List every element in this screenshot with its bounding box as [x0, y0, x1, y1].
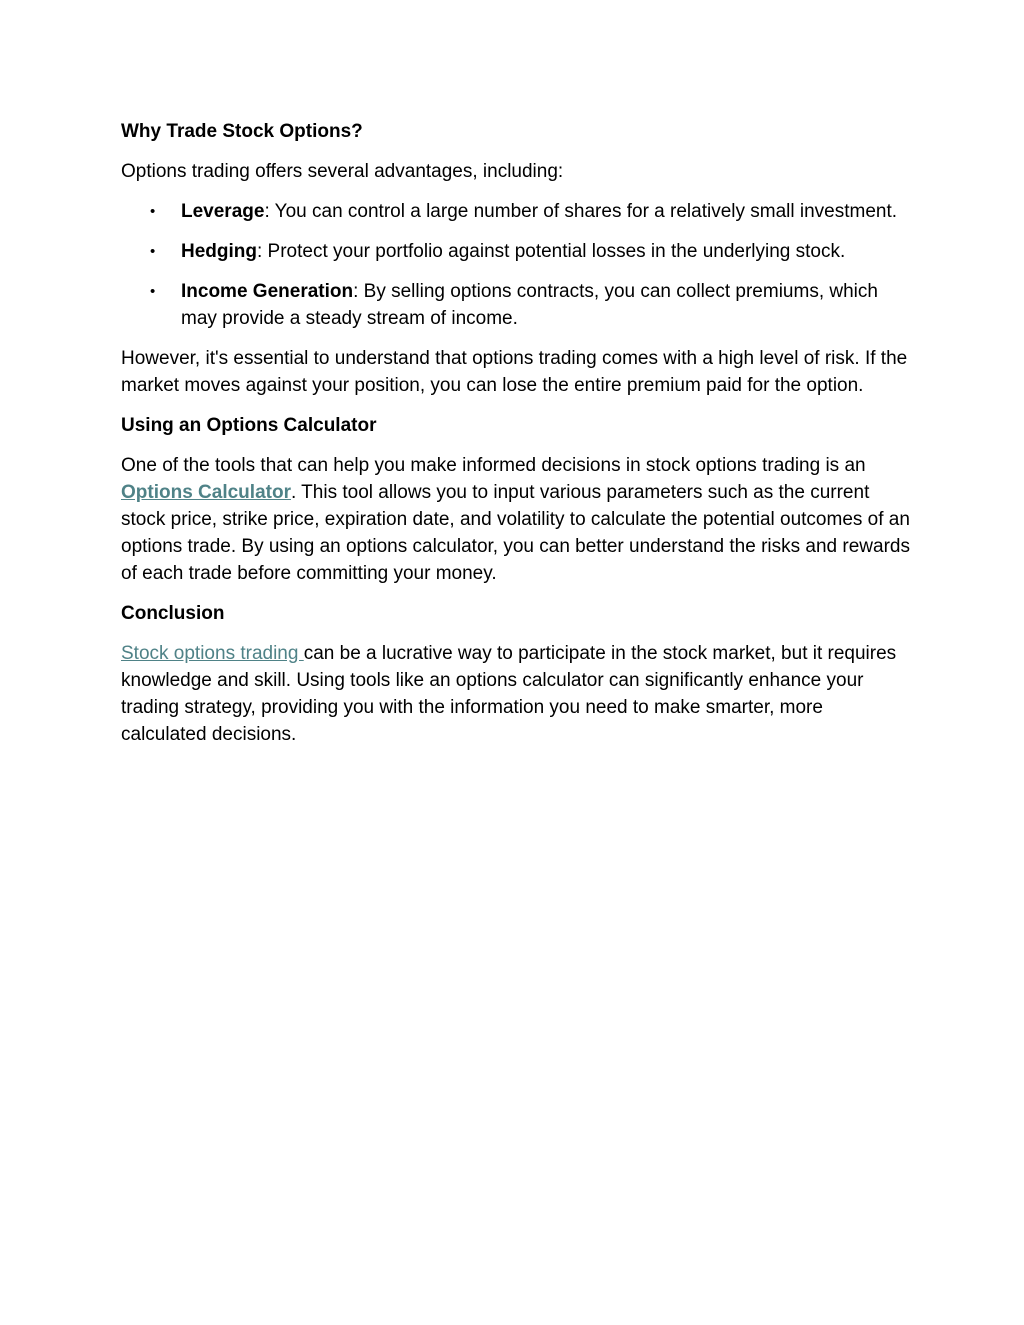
list-item — [121, 238, 911, 265]
bullet-icon: • — [150, 243, 156, 260]
term-income-generation: Income Generation — [181, 281, 354, 302]
bullet-icon: • — [150, 203, 156, 220]
list-item — [121, 198, 911, 225]
risk-paragraph: However, it's essential to understand that options trading comes with a high level of risk. If the market moves against your position, you can lose the entire premium paid for the option. — [121, 348, 908, 396]
paragraph-text: . This tool allows you to input various parameters such as the current stock price, strike price, expiration date, and volatility to calculate the potential outcomes of an options trade. By using an options calculator, you can better understand the risks and rewards of each trade before committing your money. — [121, 482, 910, 584]
heading-conclusion: Conclusion — [121, 603, 225, 624]
advantages-list — [121, 198, 911, 332]
bullet-icon: • — [150, 283, 156, 300]
document-page — [121, 118, 911, 761]
term-hedging: Hedging — [181, 241, 257, 262]
paragraph-text: can be a lucrative way to participate in the stock market, but it requires knowledge and skill. Using tools like an options calculator can significantly enhance your trading strategy, providing you with the information you need to make smarter, more calculated decisions. — [121, 643, 897, 745]
calculator-paragraph — [121, 452, 911, 587]
heading-why-trade: Why Trade Stock Options? — [121, 121, 363, 142]
heading-options-calculator: Using an Options Calculator — [121, 415, 377, 436]
intro-paragraph: Options trading offers several advantages, including: — [121, 161, 564, 182]
term-leverage: Leverage — [181, 201, 265, 222]
options-calculator-link[interactable]: Options Calculator — [121, 482, 291, 503]
list-item-text: : You can control a large number of shares for a relatively small investment. — [264, 201, 898, 222]
paragraph-text: One of the tools that can help you make informed decisions in stock options trading is an — [121, 455, 866, 476]
list-item-text: : By selling options contracts, you can collect premiums, which may provide a steady stream of income. — [181, 281, 878, 329]
list-item — [121, 278, 911, 332]
conclusion-paragraph — [121, 640, 911, 748]
list-item-text: : Protect your portfolio against potential losses in the underlying stock. — [257, 241, 846, 262]
stock-options-trading-link[interactable]: Stock options trading — [121, 643, 304, 664]
